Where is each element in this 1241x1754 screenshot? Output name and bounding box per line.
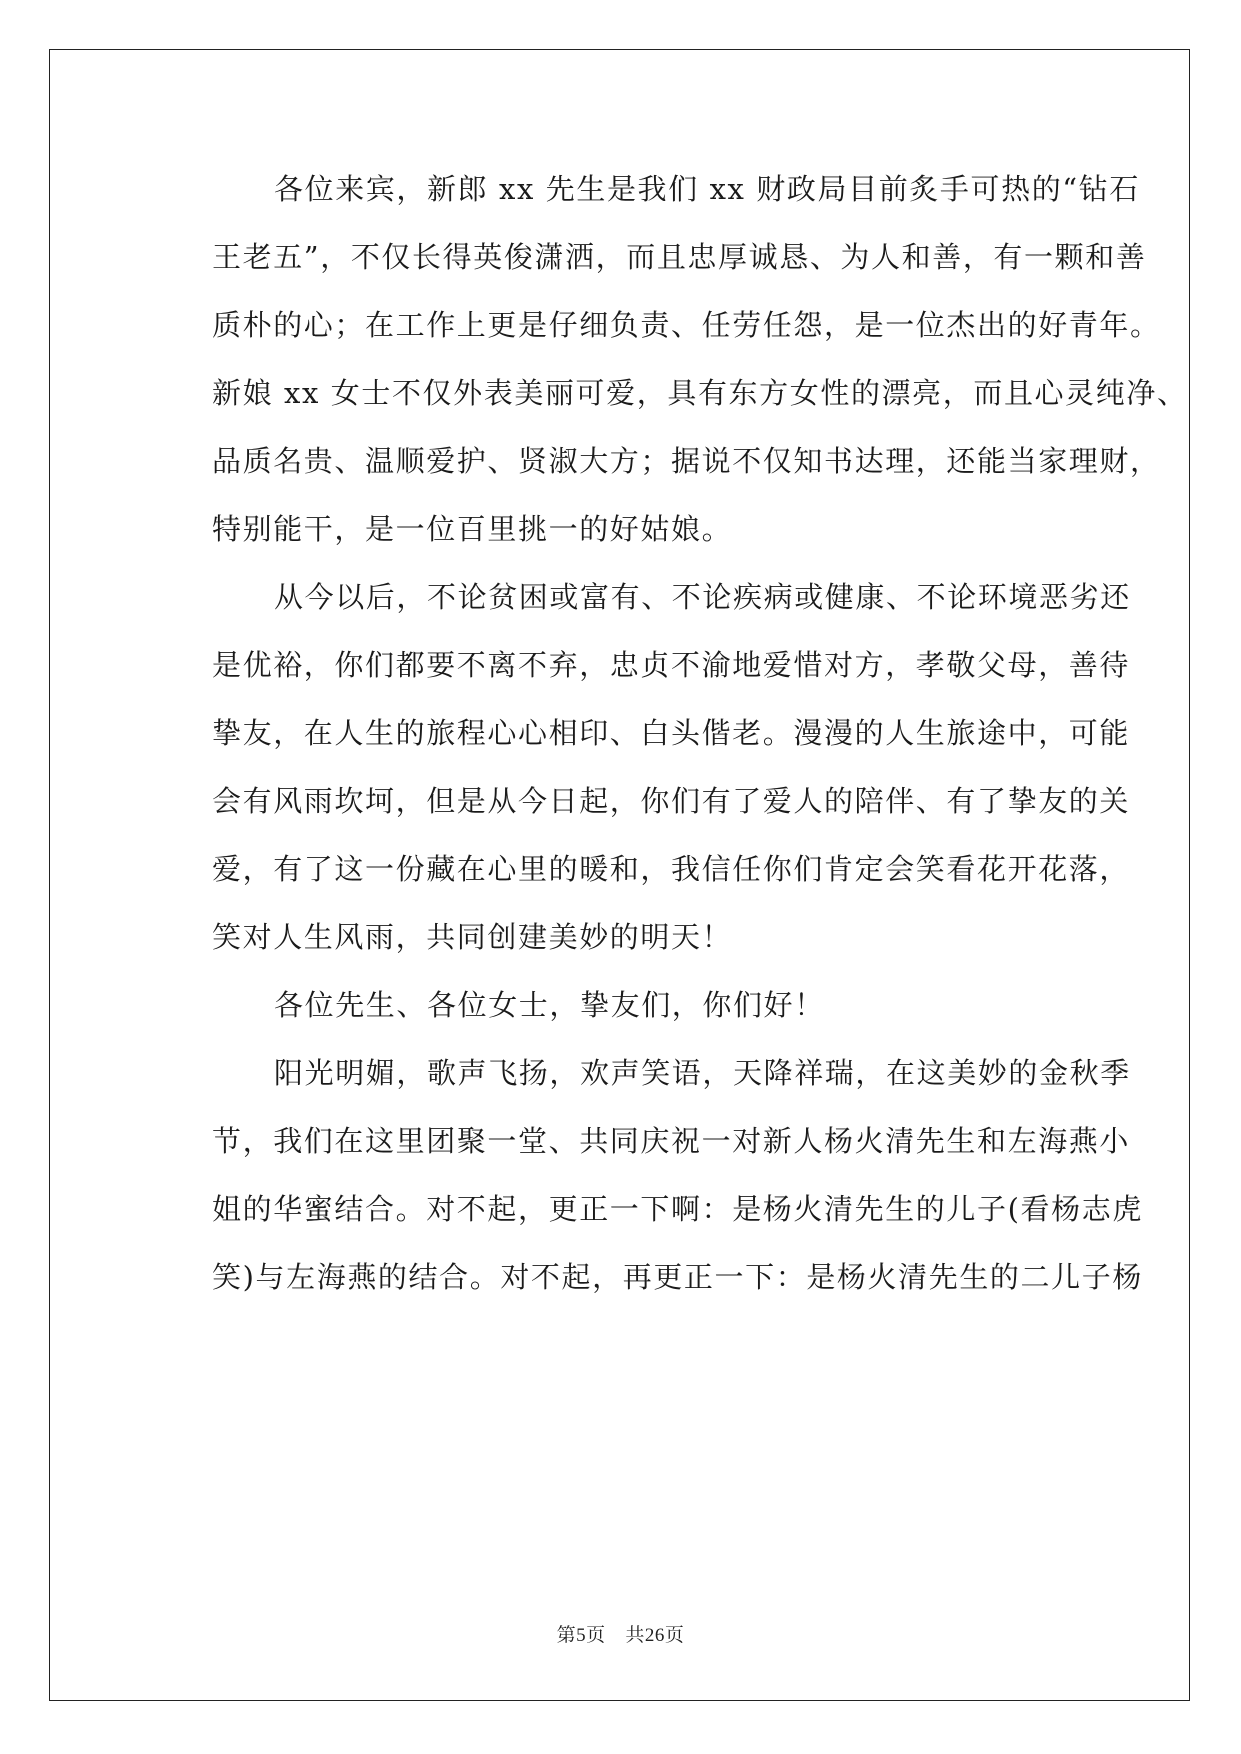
paragraph-4 [150, 1039, 1143, 1311]
text-line: 节，我们在这里团聚一堂、共同庆祝一对新人杨火清先生和左海燕小 [212, 1124, 1131, 1158]
document-body [150, 155, 1188, 1311]
text-line: 姐的华蜜结合。对不起，更正一下啊：是杨火清先生的儿子(看杨志虎 [212, 1192, 1143, 1226]
text-line: 特别能干，是一位百里挑一的好姑娘。 [212, 512, 733, 546]
footer-page-suffix: 页 [586, 1624, 606, 1646]
text-line: 各位先生、各位女士，挚友们，你们好！ [274, 988, 825, 1022]
text-line: 从今以后，不论贫困或富有、不论疾病或健康、不论环境恶劣还 [274, 580, 1131, 614]
footer-total-prefix: 共 [625, 1624, 645, 1646]
page-footer [0, 1620, 1241, 1647]
footer-prefix: 第 [556, 1624, 577, 1646]
text-line: 挚友，在人生的旅程心心相印、白头偕老。漫漫的人生旅途中，可能 [212, 716, 1131, 750]
paragraph-2 [150, 563, 1131, 971]
text-line: 阳光明媚，歌声飞扬，欢声笑语，天降祥瑞，在这美妙的金秋季 [274, 1056, 1131, 1090]
paragraph-1 [150, 155, 1188, 563]
text-line: 笑对人生风雨，共同创建美妙的明天！ [212, 920, 733, 954]
text-line: 品质名贵、温顺爱护、贤淑大方；据说不仅知书达理，还能当家理财， [212, 444, 1161, 478]
total-pages: 26 [644, 1625, 665, 1646]
text-line: 是优裕，你们都要不离不弃，忠贞不渝地爱惜对方，孝敬父母，善待 [212, 648, 1131, 682]
text-line: 王老五”，不仅长得英俊潇洒，而且忠厚诚恳、为人和善，有一颗和善 [212, 240, 1147, 274]
text-line: 各位来宾，新郎 xx 先生是我们 xx 财政局目前炙手可热的“钻石 [274, 172, 1140, 206]
footer-total-suffix: 页 [664, 1624, 685, 1646]
text-line: 会有风雨坎坷，但是从今日起，你们有了爱人的陪伴、有了挚友的关 [212, 784, 1131, 818]
text-line: 质朴的心；在工作上更是仔细负责、任劳任怨，是一位杰出的好青年。 [212, 308, 1161, 342]
page-number: 5 [576, 1625, 587, 1646]
text-line: 爱，有了这一份藏在心里的暖和，我信任你们肯定会笑看花开花落， [212, 852, 1131, 886]
text-line: 新娘 xx 女士不仅外表美丽可爱，具有东方女性的漂亮，而且心灵纯净、 [212, 376, 1188, 410]
text-line: 笑)与左海燕的结合。对不起，再更正一下：是杨火清先生的二儿子杨 [212, 1260, 1143, 1294]
paragraph-3 [150, 971, 1090, 1039]
